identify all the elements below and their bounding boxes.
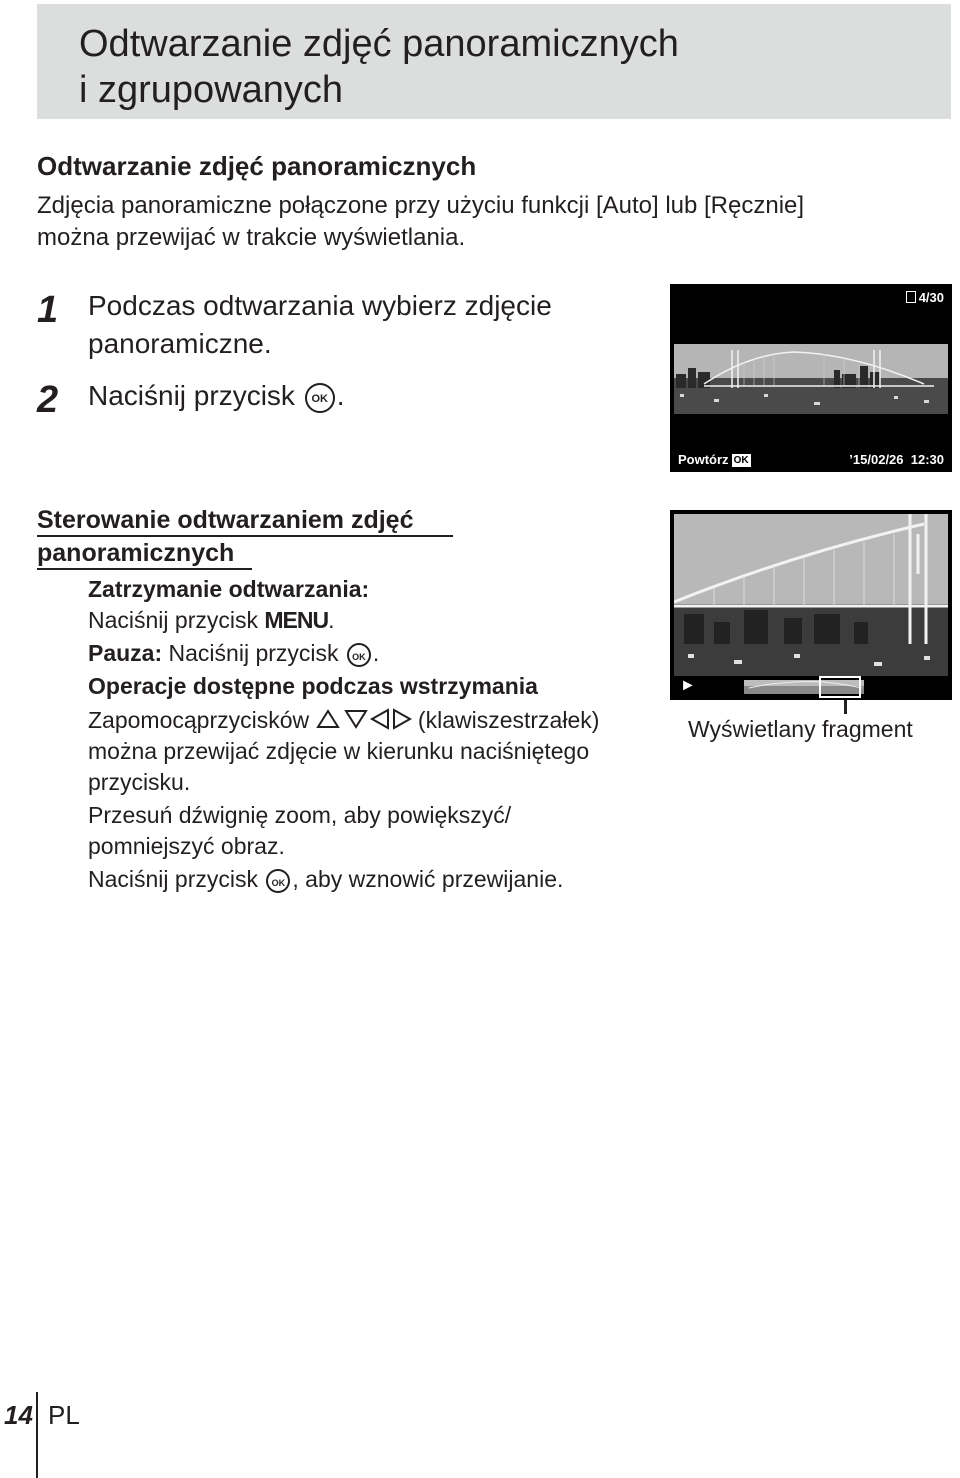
controls-heading: Sterowanie odtwarzaniem zdjęć panoramicznych bbox=[37, 506, 414, 567]
step-2-text-after: . bbox=[336, 380, 345, 411]
ok-button-icon: OK bbox=[305, 383, 335, 413]
panorama-photo bbox=[674, 344, 948, 414]
page-title-line1: Odtwarzanie zdjęć panoramicznych bbox=[79, 23, 679, 65]
stop-label: Zatrzymanie odtwarzania: bbox=[88, 576, 370, 602]
pause-label: Pauza: bbox=[88, 640, 163, 666]
repeat-label: Powtórz OK bbox=[678, 452, 749, 467]
play-icon: ► bbox=[680, 677, 696, 694]
intro-line1: Zdjęcia panoramiczne połączone przy użyciu funkcji [Auto] lub [Ręcznie] bbox=[37, 192, 805, 219]
title-band bbox=[37, 4, 951, 119]
caption-pointer bbox=[844, 700, 847, 714]
page-title-line2: i zgrupowanych bbox=[79, 69, 344, 111]
stop-text: Naciśnij przycisk MENU. bbox=[88, 607, 335, 633]
heading-underline-2 bbox=[37, 568, 252, 570]
ok-badge: OK bbox=[733, 455, 749, 466]
zoom-line2: pomniejszyć obraz. bbox=[88, 833, 285, 859]
ok-button-icon: OK bbox=[266, 869, 290, 893]
section-heading: Odtwarzanie zdjęć panoramicznych bbox=[37, 151, 477, 181]
step-1-number: 1 bbox=[37, 289, 59, 331]
footer-divider bbox=[36, 1392, 38, 1478]
ops-line3: przycisku. bbox=[88, 769, 191, 795]
ops-line1: Zapomocąprzycisków (klawiszestrzałek) bbox=[88, 707, 600, 733]
resume-line: Naciśnij przycisk OK , aby wznowić przewijanie. bbox=[88, 866, 564, 892]
menu-button-label: MENU bbox=[264, 607, 329, 633]
step-2-text bbox=[88, 377, 345, 415]
card-icon bbox=[906, 291, 916, 303]
camera-screen-scroll bbox=[670, 510, 952, 700]
ops-label: Operacje dostępne podczas wstrzymania bbox=[88, 673, 538, 699]
ok-button-icon: OK bbox=[347, 643, 371, 667]
date-time: ’15/02/26 12:30 bbox=[849, 452, 944, 467]
page-number: 14 bbox=[4, 1400, 33, 1430]
step-1-line1: Podczas odtwarzania wybierz zdjęcie bbox=[88, 290, 552, 321]
panorama-zoomed-photo bbox=[674, 514, 948, 676]
displayed-fragment-caption: Wyświetlany fragment bbox=[688, 716, 913, 742]
step-2-number: 2 bbox=[37, 379, 59, 421]
zoom-line1: Przesuń dźwignię zoom, aby powiększyć/ bbox=[88, 802, 512, 828]
heading-underline-1 bbox=[37, 535, 453, 537]
page-language: PL bbox=[48, 1400, 80, 1430]
step-2-text-before: Naciśnij przycisk bbox=[88, 380, 295, 411]
panorama-navigator-strip bbox=[744, 676, 864, 698]
camera-screen-playback bbox=[670, 284, 952, 472]
ops-line2: można przewijać zdjęcie w kierunku naciśniętego bbox=[88, 738, 590, 764]
intro-line2: można przewijać w trakcie wyświetlania. bbox=[37, 224, 466, 251]
arrow-keys-icon bbox=[316, 707, 412, 731]
pause-line: Pauza: Naciśnij przycisk OK . bbox=[88, 640, 380, 666]
frame-counter: 4/30 bbox=[906, 290, 944, 305]
step-1-line2: panoramiczne. bbox=[88, 328, 272, 359]
